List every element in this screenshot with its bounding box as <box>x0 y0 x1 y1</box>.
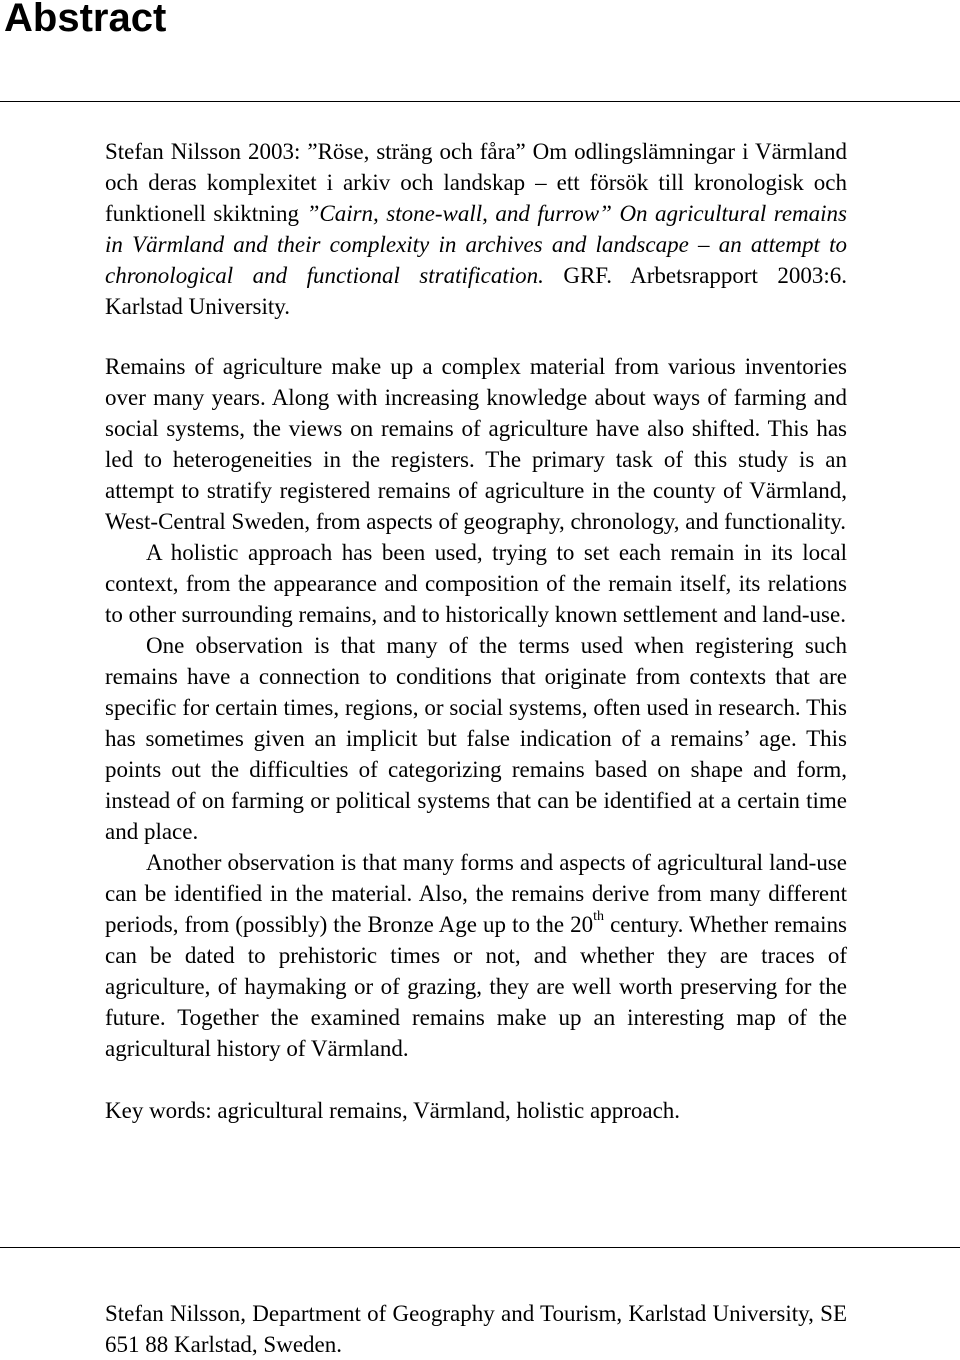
paragraph-4-text-a: Another observation is that many forms and aspects of agricultural land-use can be identified in the material. Also, the remains derive from many different periods, from (possibly) the Bronze Age up to the 20 <box>105 850 847 937</box>
citation-part2: GRF. Arbetsrapport 2003:6. Karlstad University. <box>105 263 847 319</box>
paragraph-4 <box>105 847 847 1064</box>
citation-paragraph <box>105 136 847 322</box>
citation-part1: Stefan Nilsson 2003: ”Röse, sträng och fåra” Om odlingslämningar i Värmland och deras komplexitet i arkiv och landskap – ett försök till kronologisk och funktionell skiktning <box>105 139 847 226</box>
page-title: Abstract <box>4 0 167 40</box>
footer-block <box>105 1298 847 1360</box>
paragraph-4-text-b: century. Whether remains can be dated to prehistoric times or not, and whether they are traces of agriculture, of haymaking or of grazing, they are well worth preserving for the future. Together the examined remains make up an interesting map of the agricultural history of Värmland. <box>105 912 847 1061</box>
citation-english-title: ”Cairn, stone-wall, and furrow” On agricultural remains in Värmland and their complexity in archives and landscape – an attempt to chronological and functional stratification. <box>105 201 847 288</box>
paragraph-3: One observation is that many of the terms used when registering such remains have a connection to conditions that originate from contexts that are specific for certain times, regions, or social systems, often used in research. This has sometimes given an implicit but false indication of a remains’ age. This points out the difficulties of categorizing remains based on shape and form, instead of on farming or political systems that can be identified at a certain time and place. <box>105 633 847 844</box>
keywords: Key words: agricultural remains, Värmland, holistic approach. <box>105 1098 681 1123</box>
top-divider <box>0 101 960 102</box>
paragraph-2: A holistic approach has been used, trying to set each remain in its local context, from the appearance and composition of the remain itself, its relations to other surrounding remains, and to historically known settlement and land-use. <box>105 540 847 627</box>
citation-block <box>105 136 847 322</box>
footer-divider <box>0 1247 960 1248</box>
abstract-body <box>105 351 847 1126</box>
author-affiliation: Stefan Nilsson, Department of Geography and Tourism, Karlstad University, SE 651 88 Karlstad, Sweden. <box>105 1301 847 1357</box>
paragraph-1: Remains of agriculture make up a complex material from various inventories over many years. Along with increasing knowledge about ways of farming and social systems, the views on remains of agriculture have also shifted. This has led to heterogeneities in the registers. The primary task of this study is an attempt to stratify registered remains of agriculture in the county of Värmland, West-Central Sweden, from aspects of geography, chronology, and functionality. <box>105 354 847 534</box>
ordinal-superscript: th <box>593 909 605 925</box>
